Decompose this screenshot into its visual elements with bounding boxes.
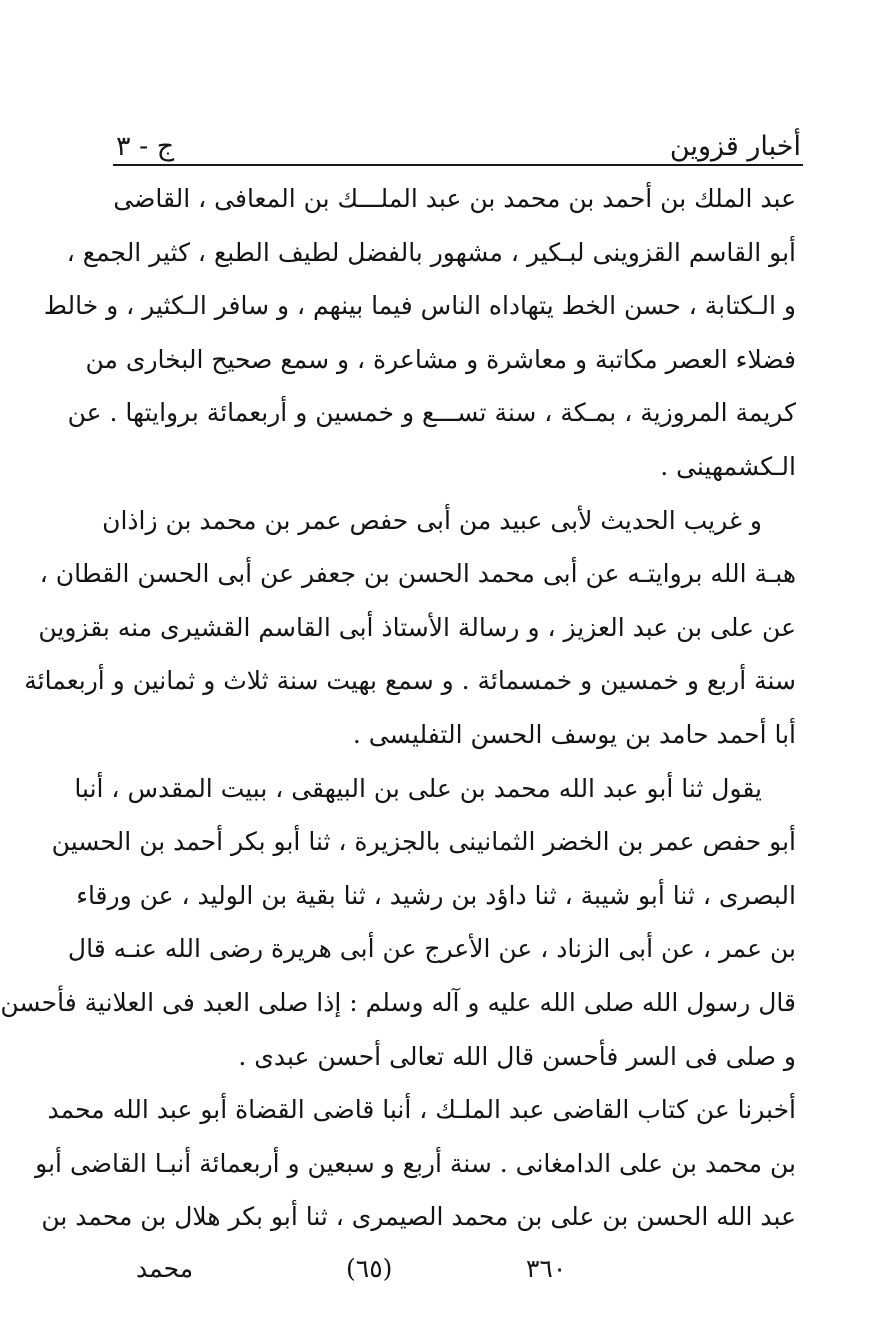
catchword: محمد xyxy=(136,1254,194,1283)
text-line: هبـة الله بروايتـه عن أبى محمد الحسن بن جعفر عن أبى الحسن القطان ، xyxy=(39,559,796,589)
text-line: أبو القاسم القزوينى لبـكير ، مشهور بالفضل لطيف الطبع ، كثير الجمع ، xyxy=(66,237,796,267)
page-number: ٣٦٠ xyxy=(526,1254,567,1283)
header-rule xyxy=(113,164,803,166)
body-text xyxy=(0,172,796,1244)
sheet-number: (٦٥) xyxy=(346,1254,393,1283)
text-line: عبد الملك بن أحمد بن محمد بن عبد الملـــك بن المعافى ، القاضى xyxy=(113,184,796,213)
text-line: أبو حفص عمر بن الخضر الثمانينى بالجزيرة ، ثنا أبو بكر أحمد بن الحسين xyxy=(51,827,796,857)
text-line: و الـكتابة ، حسن الخط يتهاداه الناس فيما بينهم ، و سافر الـكثير ، و خالط xyxy=(43,291,796,321)
page-footer xyxy=(136,1254,801,1294)
text-line: بن محمد بن على الدامغانى . سنة أربع و سبعين و أربعمائة أنبـا القاضى أبو xyxy=(35,1148,796,1178)
text-line: الـكشمهينى . xyxy=(660,451,796,481)
text-line: و غريب الحديث لأبى عبيد من أبى حفص عمر بن محمد بن زاذان xyxy=(102,505,762,535)
header-title: أخبار قزوين xyxy=(669,131,801,162)
text-line: سنة أربع و خمسين و خمسمائة . و سمع بهيت سنة ثلاث و ثمانين و أربعمائة xyxy=(24,666,796,696)
text-line: كريمة المروزية ، بمـكة ، سنة تســـع و خمسين و أربعمائة بروايتها . عن xyxy=(67,398,796,428)
text-line: أبا أحمد حامد بن يوسف الحسن التفليسى . xyxy=(352,719,796,749)
running-header xyxy=(116,118,801,162)
text-line: البصرى ، ثنا أبو شيبة ، ثنا داؤد بن رشيد ، ثنا بقية بن الوليد ، عن ورقاء xyxy=(76,880,796,910)
text-line: بن عمر ، عن أبى الزناد ، عن الأعرج عن أبى هريرة رضى الله عنـه قال xyxy=(67,934,796,964)
text-line: أخبرنا عن كتاب القاضى عبد الملـك ، أنبا قاضى القضاة أبو عبد الله محمد xyxy=(47,1095,796,1125)
text-line: فضلاء العصر مكاتبة و معاشرة و مشاعرة ، و سمع صحيح البخارى من xyxy=(85,344,796,374)
text-line: و صلى فى السر فأحسن قال الله تعالى أحسن عبدى . xyxy=(238,1041,796,1071)
text-line: قال رسول الله صلى الله عليه و آله وسلم : إذا صلى العبد فى العلانية فأحسن xyxy=(0,987,796,1017)
text-line: عبد الله الحسن بن على بن محمد الصيمرى ، ثنا أبو بكر هلال بن محمد بن xyxy=(41,1202,796,1232)
header-volume: ج - ٣ xyxy=(116,131,175,162)
text-line: عن على بن عبد العزيز ، و رسالة الأستاذ أبى القاسم القشيرى منه بقزوين xyxy=(38,612,796,642)
text-line: يقول ثنا أبو عبد الله محمد بن على بن البيهقى ، ببيت المقدس ، أنبا xyxy=(74,773,762,803)
